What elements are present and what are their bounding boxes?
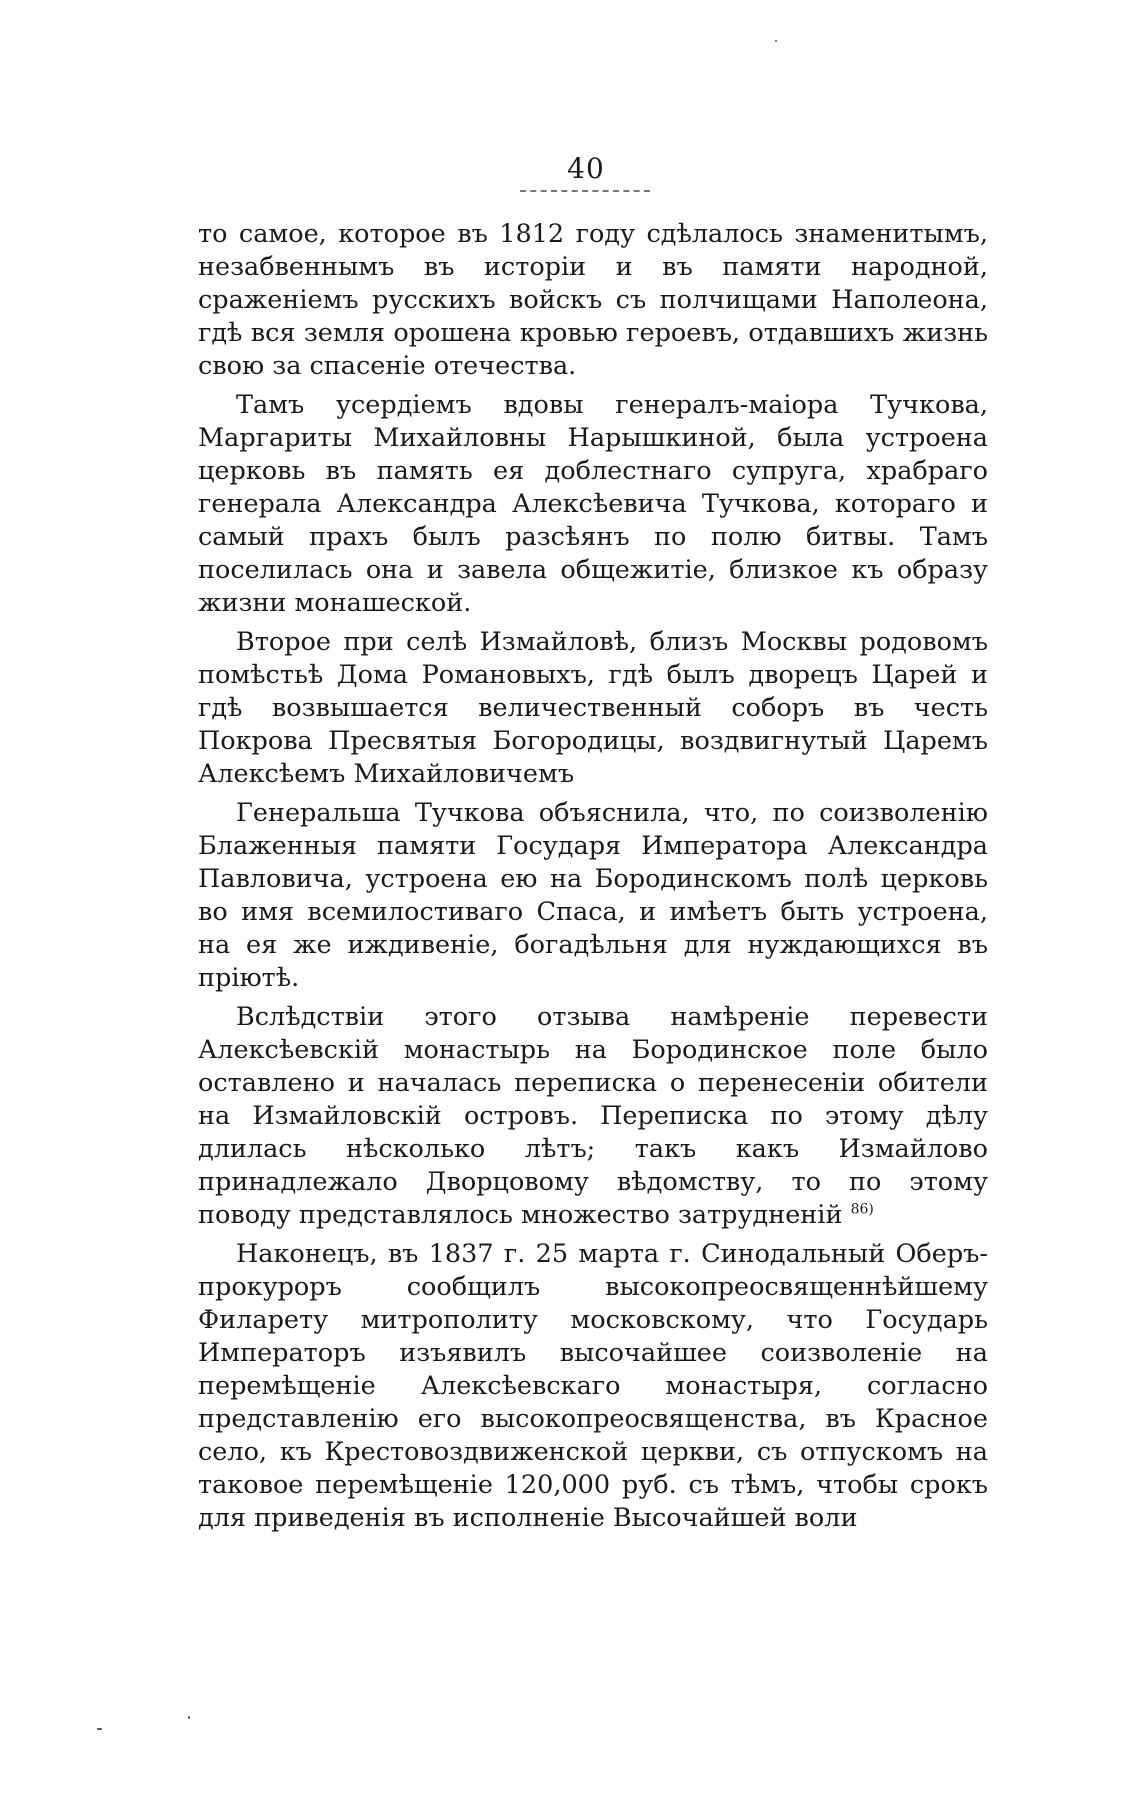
body-text (198, 218, 988, 1541)
scan-speck (97, 1728, 102, 1730)
paragraph-6: Наконецъ, въ 1837 г. 25 марта г. Синодальный Оберъ-прокуроръ сообщилъ высокопреосвященнѣйшему Филарету митрополиту московскому, что Государь Императоръ изъявилъ высочайшее соизволеніе на перемѣщеніе Алексѣевскаго монастыря, согласно представленію его высокопреосвященства, въ Красное село, къ Крестовоздвиженской церкви, съ отпускомъ на таковое перемѣщеніе 120,000 руб. съ тѣмъ, чтобы срокъ для приведенія въ исполненіе Высочайшей воли (198, 1239, 988, 1533)
paragraph-1: то самое, которое въ 1812 году сдѣлалось знаменитымъ, незабвеннымъ въ исторіи и въ памяти народной, сраженіемъ русскихъ войскъ съ полчищами Наполеона, гдѣ вся земля орошена кровью героевъ, отдавшихъ жизнь свою за спасеніе отечества. (198, 219, 988, 381)
page-number: 40 (567, 152, 605, 185)
paragraph-5 (198, 1001, 988, 1232)
paragraph-5-text: Вслѣдствіи этого отзыва намѣреніе перевести Алексѣевскій монастырь на Бородинское поле было оставлено и началась переписка о перенесеніи обители на Измайловскій островъ. Переписка по этому дѣлу длилась нѣсколько лѣтъ; такъ какъ Измайлово принадлежало Дворцовому вѣдомству, то по этому поводу представлялось множество затрудненій (198, 1002, 988, 1230)
paragraph-3: Второе при селѣ Измайловѣ, близъ Москвы родовомъ помѣстьѣ Дома Романовыхъ, гдѣ былъ дворецъ Царей и гдѣ возвышается величественный соборъ въ честь Покрова Пресвятыя Богородицы, воздвигнутый Царемъ Алексѣемъ Михайловичемъ (198, 627, 988, 789)
footnote-reference: 86) (850, 1201, 874, 1218)
paragraph-4: Генеральша Тучкова объяснила, что, по соизволенію Блаженныя памяти Государя Императора Александра Павловича, устроена ею на Бородинскомъ полѣ церковь во имя всемилостиваго Спаса, и имѣетъ быть устроена, на ея же иждивеніе, богадѣльня для нуждающихся въ пріютѣ. (198, 798, 988, 993)
scan-speck (775, 40, 777, 42)
paragraph-2: Тамъ усердіемъ вдовы генералъ-маіора Тучкова, Маргариты Михайловны Нарышкиной, была устроена церковь въ память ея доблестнаго супруга, храбраго генерала Александра Алексѣевича Тучкова, котораго и самый прахъ былъ разсѣянъ по полю битвы. Тамъ поселилась она и завела общежитіе, близкое къ образу жизни монашеской. (198, 390, 988, 618)
header-rule (520, 190, 650, 192)
scan-speck (188, 1716, 190, 1719)
